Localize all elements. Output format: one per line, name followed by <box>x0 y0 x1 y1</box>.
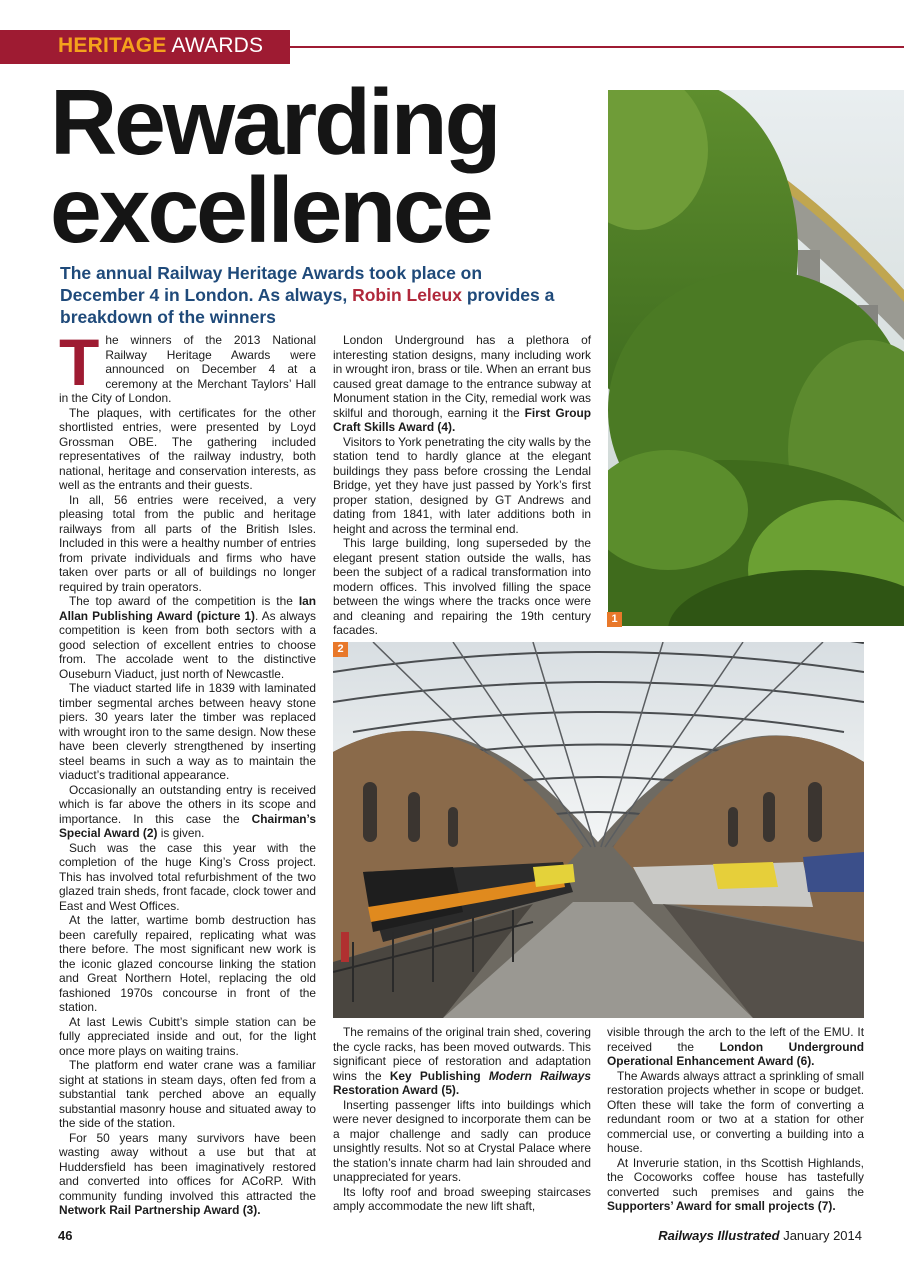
award-name: Restoration Award (5). <box>333 1083 460 1097</box>
section-label-bold: HERITAGE <box>58 34 167 57</box>
viaduct-illustration <box>608 90 904 626</box>
award-name: Network Rail Partnership Award (3). <box>59 1203 261 1217</box>
paragraph: The plaques, with certificates for the other shortlisted entries, were presented by Loyd Grossman OBE. The gathering included representatives of the railway industry, both national, heritage and conservation interests, as well as the entrants and their guests. <box>59 405 316 492</box>
drop-cap: T <box>59 325 100 399</box>
paragraph-text: he winners of the 2013 National Railway Heritage Awards were announced on December 4 at a ceremony at the Merchant Taylors’ Hall in the City of London. <box>59 333 316 405</box>
photo-1-number: 1 <box>607 612 622 627</box>
paragraph <box>59 325 316 406</box>
magazine-title: Railways Illustrated <box>658 1228 780 1243</box>
standfirst-text-end: provides a breakdown of the winners <box>60 285 555 327</box>
paragraph: The viaduct started life in 1839 with laminated timber segmental arches between heavy stone piers. 30 years later the timber was replaced with wrought iron to the same design. Now these have been cleverly strengthened by inserting steel beams in such a way as to maintain the viaduct’s traditional appearance. <box>59 681 316 782</box>
paragraph <box>59 594 316 681</box>
viaduct-photo <box>608 90 904 626</box>
paragraph <box>607 1156 864 1214</box>
author-name: Robin Leleux <box>352 285 462 305</box>
paragraph-text: Occasionally an outstanding entry is received which is far above the others in its scope and importance. In this case the <box>59 782 316 826</box>
headline <box>50 70 610 262</box>
paragraph-text: For 50 years many survivors have been wasting away without a use but that at Huddersfield has been imaginatively restored and converted into offices for ACoRP. With community funding involved this attracted the <box>59 1130 316 1203</box>
photo-2-number: 2 <box>333 642 348 657</box>
paragraph: At the latter, wartime bomb destruction has been carefully repaired, replicating what was there before. The most significant new work is the iconic glazed concourse linking the station and Great Northern Hotel, replacing the old fashioned 1970s concourse in front of the station. <box>59 913 316 1014</box>
award-name: London Underground Operational Enhancement Award (6). <box>607 1039 864 1068</box>
paragraph: The platform end water crane was a familiar sight at stations in steam days, often fed from a substantial tank perched above an equally substantial masonry house and situated away to the side of the station. <box>59 1058 316 1130</box>
paragraph: This large building, long superseded by the elegant present station outside the walls, has been the subject of a radical transformation into modern offices. This involved filling the space between the wings where the tracks once were and cleaning and repairing the 19th century facades. <box>333 536 591 637</box>
paragraph: Inserting passenger lifts into buildings which were never designed to incorporate them can be a major challenge and sadly can produce unsightly results. Not so at Crystal Palace where the station’s innate charm had lain shrouded and unappreciated for years. <box>333 1097 591 1184</box>
paragraph-text: visible through the arch to the left of the EMU. It received the <box>607 1025 864 1054</box>
magazine-footer <box>658 1228 862 1243</box>
award-name: First Group Craft Skills Award (4). <box>333 405 592 434</box>
paragraph-text: London Underground has a plethora of interesting station designs, many including work in wrought iron, brass or tile. When an errant bus caused great damage to the entrance subway at Monument station in the City, remedial work was skilful and thorough, earning it the <box>333 333 591 420</box>
award-name-italic: Modern Railways <box>488 1068 591 1083</box>
paragraph-text: . As always competition is keen from both sectors with a good selection of excellent entries to choose from. The accolade went to the distinctive Ouseburn Viaduct, just north of Newcastle. <box>59 608 316 681</box>
headline-line-1: Rewarding <box>50 70 499 174</box>
article-column-4 <box>607 1025 864 1214</box>
standfirst <box>60 262 560 328</box>
paragraph-text: The remains of the original train shed, covering the cycle racks, has been moved outwards. This significant piece of restoration and adaptation wins the <box>333 1025 591 1083</box>
train-shed-illustration <box>333 642 864 1018</box>
paragraph-text: is given. <box>157 826 205 840</box>
paragraph <box>59 1131 316 1218</box>
paragraph: Such was the case this year with the completion of the huge King’s Cross project. This has involved total refurbishment of the two glazed train sheds, front facade, clock tower and East and West Offices. <box>59 840 316 913</box>
paragraph-text: At Inverurie station, in ths Scottish Highlands, the Cocoworks coffee house has tastefully converted such premises and gains the <box>607 1155 864 1199</box>
paragraph: At last Lewis Cubitt’s simple station can be fully appreciated inside and out, for the light once more plays on waiting trains. <box>59 1014 316 1058</box>
headline-line-2: excellence <box>50 158 491 262</box>
paragraph: In all, 56 entries were received, a very pleasing total from the public and heritage railways from all parts of the British Isles. Included in this were a healthy number of entries from private individuals and firms who have taken over parts or all of buildings no longer required by train operators. <box>59 492 316 594</box>
section-label <box>58 34 263 58</box>
standfirst-text: The annual Railway Heritage Awards took place on December 4 in London. As always, <box>60 263 483 305</box>
kings-cross-photo <box>333 642 864 1018</box>
article-column-1 <box>59 325 316 1218</box>
paragraph <box>59 783 316 841</box>
banner-rule <box>290 46 904 48</box>
paragraph <box>333 1025 591 1098</box>
award-name: Ian Allan Publishing Award (picture 1) <box>59 594 316 623</box>
page-number: 46 <box>58 1228 73 1243</box>
article-column-2 <box>333 333 591 638</box>
paragraph <box>333 333 591 435</box>
award-name: Chairman’s Special Award (2) <box>59 811 316 840</box>
paragraph: The Awards always attract a sprinkling of small restoration projects whether in scope or budget. Often these will take the form of converting a redundant room or two at a station for other commercial use, or converting a building into a house. <box>607 1068 864 1155</box>
paragraph: Its lofty roof and broad sweeping staircases amply accommodate the new lift shaft, <box>333 1184 591 1213</box>
issue-date: January 2014 <box>779 1228 862 1243</box>
paragraph <box>607 1025 864 1069</box>
section-label-rest: AWARDS <box>166 34 264 57</box>
article-column-3 <box>333 1025 591 1214</box>
award-name: Key Publishing <box>389 1068 489 1083</box>
section-banner <box>0 30 290 64</box>
paragraph-text: The top award of the competition is the <box>69 594 299 608</box>
award-name: Supporters’ Award for small projects (7). <box>607 1199 836 1213</box>
paragraph: Visitors to York penetrating the city walls by the station tend to hardly glance at the elegant buildings they pass before crossing the Lendal Bridge, yet they have just passed by York’s first proper station, designed by GT Andrews and dating from 1841, with later additions both in height and across the terminal end. <box>333 434 591 536</box>
